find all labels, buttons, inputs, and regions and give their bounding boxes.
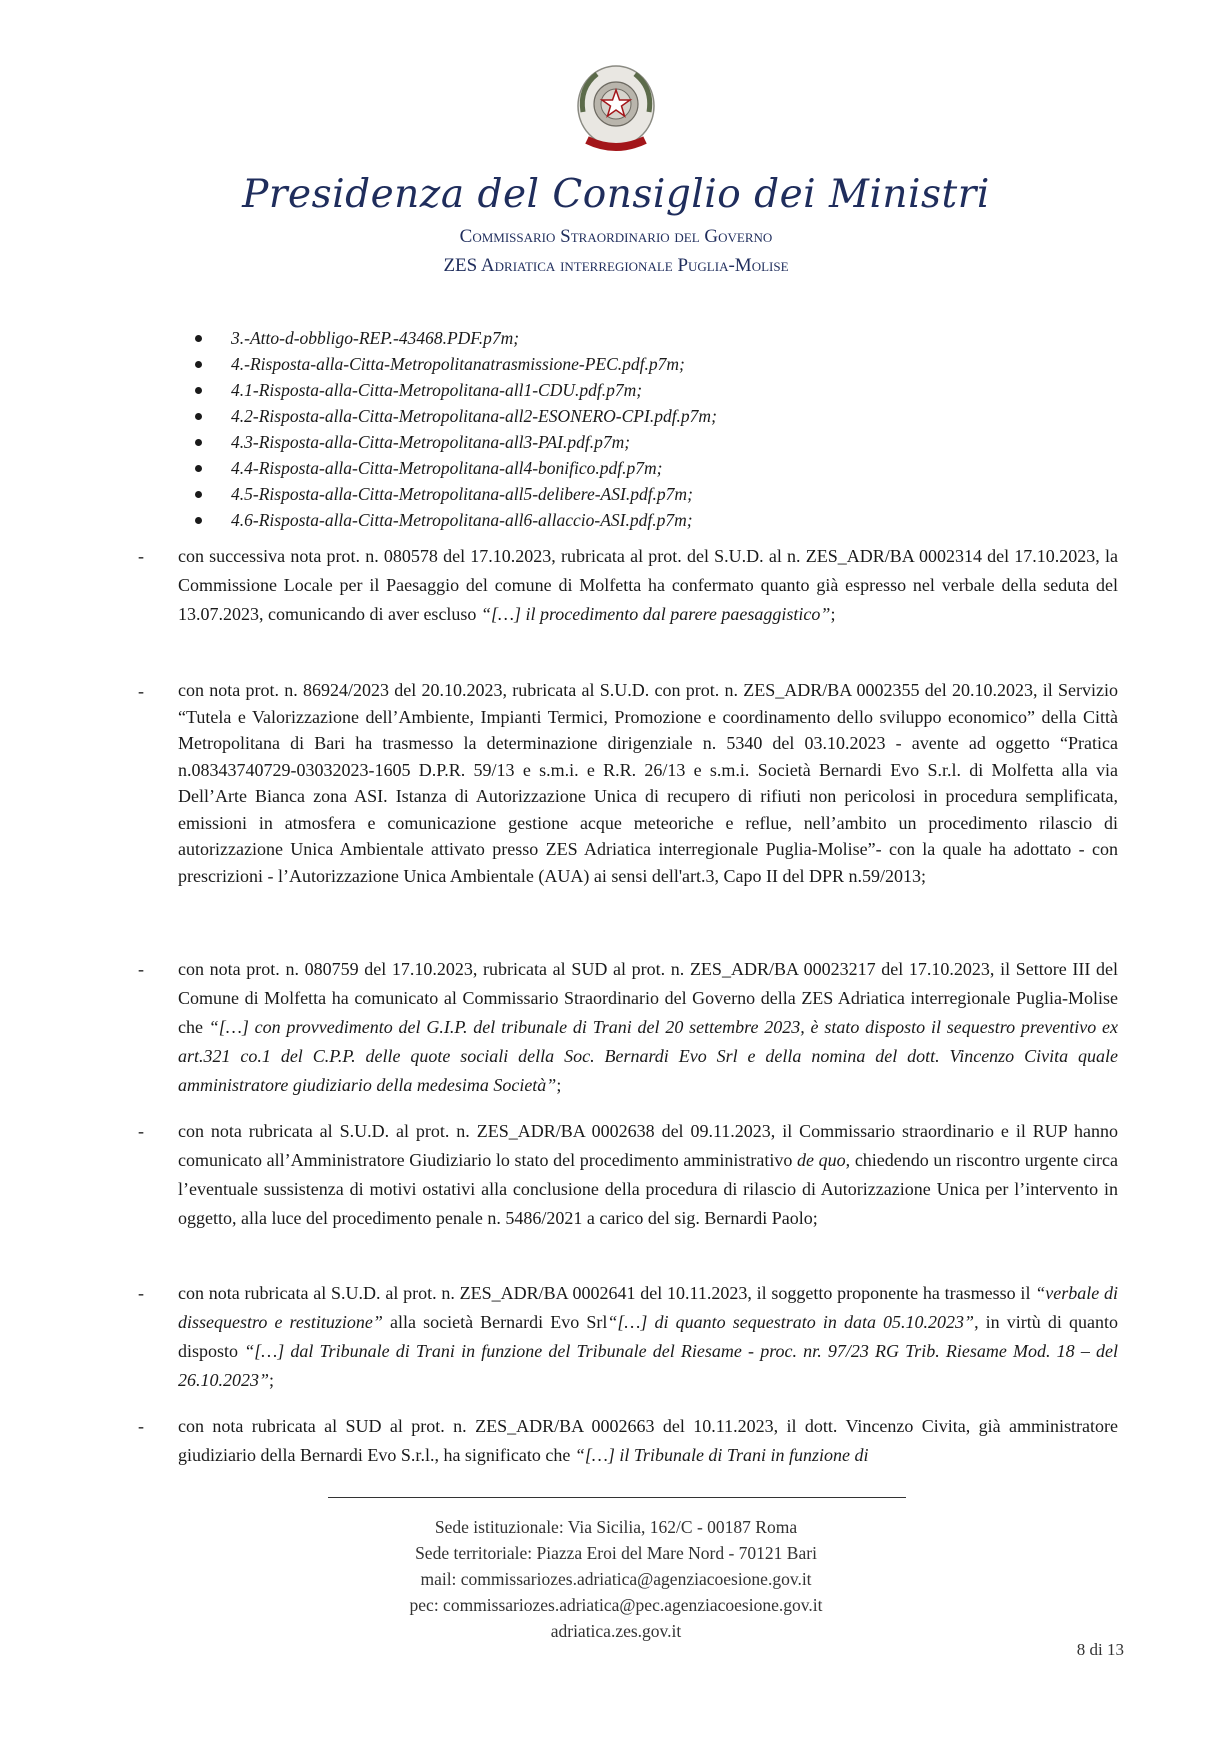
list-item: 4.2-Risposta-alla-Citta-Metropolitana-all2-ESONERO-CPI.pdf.p7m; (195, 403, 717, 429)
emblem-icon (573, 62, 659, 158)
office-line-1: Commissario Straordinario del Governo (459, 226, 773, 247)
ministry-title: Presidenza del Consiglio dei Ministri (242, 172, 990, 217)
document-page: Presidenza del Consiglio dei Ministri Commissario Straordinario del Governo ZES Adriatica interregionale Puglia-Molise 3.-Atto-d-obbligo-REP.-43468.PDF.p7m; 4.-Risposta-alla-Citta-Metropolitanatrasmissione-PEC.pdf.p7m; 4.1-Risposta-alla-Citta-Metropolitana-all1-CDU.pdf.p7m; 4.2-Risposta-alla-Citta-Metropolitana-all2-ESONERO-CPI.pdf.p7m; 4.3-Risposta-alla-Citta-Metropolitana-all3-PAI.pdf.p7m; 4.4-Risposta-alla-Citta-Metropolitana-all4-bonifico.pdf.p7m; 4.5-Risposta-alla-Citta-Metropolitana-all5-delibere-ASI.pdf.p7m; 4.6-Risposta-alla-Citta-Metropolitana-all6-allaccio-ASI.pdf.p7m; - con successiva nota prot. n. 080578 del 17.10.2023, rubricata al prot. del S.U.D. al n. ZES_ADR/BA 0002314 del 17.10.2023, la Commissione Locale per il Paesaggio del comune di Molfetta ha confermato quanto già espresso nel verbale della seduta del 13.07.2023, comunicando di aver escluso “[…] il procedimento dal parere paesaggistico”; - con nota prot. n. 86924/2023 del 20.10.2023, rubricata al S.U.D. con prot. n. ZES_ADR/BA 0002355 del 20.10.2023, il Servizio “Tutela e Valorizzazione dell’Ambiente, Impianti Termici, Promozione e coordinamento dello sviluppo economico” della Città Metropolitana di Bari ha trasmesso la determinazione dirigenziale n. 5340 del 03.10.2023 - avente ad oggetto “Pratica n.08343740729-03032023-1605 D.P.R. 59/13 e s.m.i. e R.R. 26/13 e s.m.i. Società Bernardi Evo S.r.l. di Molfetta alla via Dell’Arte Bianca zona ASI. Istanza di Autorizzazione Unica di recupero di rifiuti non pericolosi in procedura semplificata, emissioni in atmosfera e comunicazione gestione acque meteoriche e reflue, nell’ambito un procedimento rilascio di autorizzazione Unica Ambientale attivato presso ZES Adriatica interregionale Puglia-Molise”- con la quale ha adottato - con prescrizioni - l’Autorizzazione Unica Ambientale (AUA) ai sensi dell'art.3, Capo II del DPR n.59/2013; - con nota prot. n. 080759 del 17.10.2023, rubricata al SUD al prot. n. ZES_ADR/BA 00023217 del 17.10.2023, il Settore III del Comune di Molfetta ha comunicato al Commissario Straordinario del Governo della ZES Adriatica interregionale Puglia-Molise che “[…] con provvedimento del G.I.P. del tribunale di Trani del 20 settembre 2023, è stato disposto il sequestro preventivo ex art.321 co.1 del C.P.P. delle quote sociali della Soc. Bernardi Evo Srl e della nomina del dott. Vincenzo Civita quale amministratore giudiziario della medesima Società”; - con nota rubricata al S.U.D. al prot. n. ZES_ADR/BA 0002638 del 09.11.2023, il Commissario straordinario e il RUP hanno comunicato all’Amministratore Giudiziario lo stato del procedimento amministrativo de quo, chiedendo un riscontro urgente circa l’eventuale sussistenza di motivi ostativi alla conclusione della procedura di rilascio di Autorizzazione Unica per l’intervento in oggetto, alla luce del procedimento penale n. 5486/2021 a carico del sig. Bernardi Paolo; - con nota rubricata al S.U.D. al prot. n. ZES_ADR/BA 0002641 del 10.11.2023, il soggetto proponente ha trasmesso il “verbale di dissequestro e restituzione” alla società Bernardi Evo Srl“[…] di quanto sequestrato in data 05.10.2023”, in virtù di quanto disposto “[…] dal Tribunale di Trani in funzione del Tribunale del Riesame - proc. nr. 97/23 RG Trib. Riesame Mod. 18 – del 26.10.2023”; - con nota rubricata al SUD al prot. n. ZES_ADR/BA 0002663 del 10.11.2023, il dott. Vincenzo Civita, già amministratore giudiziario della Bernardi Evo S.r.l., ha significato che “[…] il Tribunale di Trani in funzione di Sede istituzionale: Via Sicilia, 162/C - 00187 Roma Sede territoriale: Piazza Eroi del Mare Nord - 70121 Bari mail: commissariozes.adriatica@agenziacoesione.gov.it pec: commissariozes.adriatica@pec.agenziacoesione.gov.it adriatica.zes.gov.it 8 di 13 (0, 0, 1232, 1743)
list-item: 4.6-Risposta-alla-Citta-Metropolitana-all6-allaccio-ASI.pdf.p7m; (195, 507, 717, 533)
footer-divider (328, 1497, 906, 1498)
bullet-icon (195, 335, 202, 342)
bullet-icon (195, 413, 202, 420)
footer-pec: pec: commissariozes.adriatica@pec.agenziacoesione.gov.it (409, 1595, 823, 1615)
footer-website: adriatica.zes.gov.it (550, 1621, 682, 1641)
list-item: 4.-Risposta-alla-Citta-Metropolitanatrasmissione-PEC.pdf.p7m; (195, 351, 717, 377)
office-line-2: ZES Adriatica interregionale Puglia-Molise (443, 255, 789, 276)
list-item: 4.4-Risposta-alla-Citta-Metropolitana-all4-bonifico.pdf.p7m; (195, 455, 717, 481)
footer-address-1: Sede istituzionale: Via Sicilia, 162/C - 00187 Roma (434, 1517, 798, 1537)
list-item: 3.-Atto-d-obbligo-REP.-43468.PDF.p7m; (195, 325, 717, 351)
list-item: 4.3-Risposta-alla-Citta-Metropolitana-all3-PAI.pdf.p7m; (195, 429, 717, 455)
attachment-list (195, 325, 717, 533)
bullet-icon (195, 517, 202, 524)
page-number: 8 di 13 (1076, 1640, 1124, 1659)
bullet-icon (195, 387, 202, 394)
footer-address-2: Sede territoriale: Piazza Eroi del Mare Nord - 70121 Bari (415, 1543, 817, 1563)
list-item: 4.1-Risposta-alla-Citta-Metropolitana-all1-CDU.pdf.p7m; (195, 377, 717, 403)
bullet-icon (195, 361, 202, 368)
list-item: 4.5-Risposta-alla-Citta-Metropolitana-all5-delibere-ASI.pdf.p7m; (195, 481, 717, 507)
bullet-icon (195, 465, 202, 472)
bullet-icon (195, 439, 202, 446)
footer-mail: mail: commissariozes.adriatica@agenziacoesione.gov.it (420, 1569, 812, 1589)
bullet-icon (195, 491, 202, 498)
footer (0, 1514, 1232, 1644)
